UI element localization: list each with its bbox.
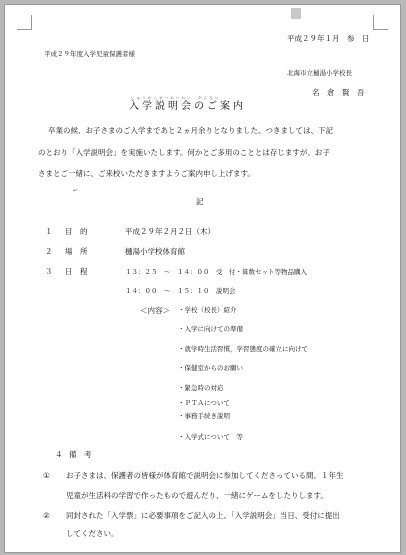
- contents-item: ・入学に向けての準備: [178, 325, 243, 333]
- item-notes-number: ４: [55, 450, 63, 459]
- note-1-line-2: 児童が生活科の学習で作ったもので遊んだり、一緒にゲームをしたりします。: [66, 491, 328, 500]
- schedule-row-1: １３：２５ ～ １４：００ 受 付・算数セット等物品購入: [125, 268, 307, 276]
- item-purpose-number: １: [45, 227, 53, 236]
- note-1-line-1: お子さまは、保護者の皆様が体育館で説明会に参加してくださっている間、１年生: [66, 471, 344, 480]
- item-place-label: 場 所: [65, 247, 88, 256]
- school-name: 北海市立樋湯小学校長: [287, 69, 352, 77]
- item-purpose-label: 目 的: [65, 227, 88, 236]
- corner-mark-top-right: [373, 15, 388, 30]
- title-ruby: にゅうがくせつめいかい あんない: [131, 96, 221, 100]
- contents-item: ・保健室からのお願い: [178, 364, 243, 372]
- item-schedule-label: 日 程: [65, 267, 88, 276]
- intro-line-3: さまとご一緒に、ご来校いただきますようご案内申し上げます。: [38, 169, 255, 178]
- intro-line-1: 卒業の候、お子さまのご入学まであと２ヵ月余りとなりました。つきましては、下記: [48, 126, 333, 135]
- item-place-number: ２: [45, 247, 53, 256]
- corner-mark-top-left: [17, 15, 32, 30]
- contents-item: ・就学時生活習慣，学習態度の確立に向けて: [178, 345, 308, 353]
- item-schedule-number: ３: [45, 267, 53, 276]
- recipient-line: 平成２９年度入学児童保護者様: [44, 50, 135, 58]
- paragraph-mark: ↵: [73, 188, 78, 194]
- contents-item: ・学校（校長）紹介: [178, 306, 237, 314]
- ki-heading: 記: [196, 197, 204, 206]
- item-purpose-value: 平成２９年２月２日（木）: [125, 227, 215, 236]
- text-cursor-highlight: [291, 8, 301, 19]
- contents-item: ・緊急時の対応: [178, 384, 224, 392]
- document-page: [4, 4, 401, 553]
- item-place-value: 樋湯小学校体育館: [125, 247, 185, 256]
- intro-line-2: のとおり「入学説明会」を実施いたします。何かとご多用のこととは存じますが、お子: [38, 148, 330, 157]
- contents-item: ・事務手続き説明: [178, 412, 230, 420]
- note-1-marker: ①: [43, 471, 50, 480]
- principal-name: 名 倉 賢 吾: [312, 88, 365, 97]
- contents-label: ＜内容＞: [140, 306, 170, 315]
- note-2-line-1: 同封された「入学票」に必要事項をご記入の上、「入学説明会」当日、受付に提出: [66, 511, 340, 520]
- item-notes-label: 備 考: [69, 450, 92, 459]
- note-2-line-2: してください。: [66, 529, 119, 538]
- document-date: 平成２９年１月 参 日: [287, 34, 370, 43]
- document-title: 入学説明会のご案内: [129, 101, 246, 112]
- contents-item: ・入学式について 等: [178, 433, 243, 441]
- contents-item: ・ＰＴＡについて: [178, 399, 230, 407]
- note-2-marker: ②: [43, 511, 50, 520]
- schedule-row-2: １４：００ ～ １５：１０ 説明会: [125, 287, 236, 295]
